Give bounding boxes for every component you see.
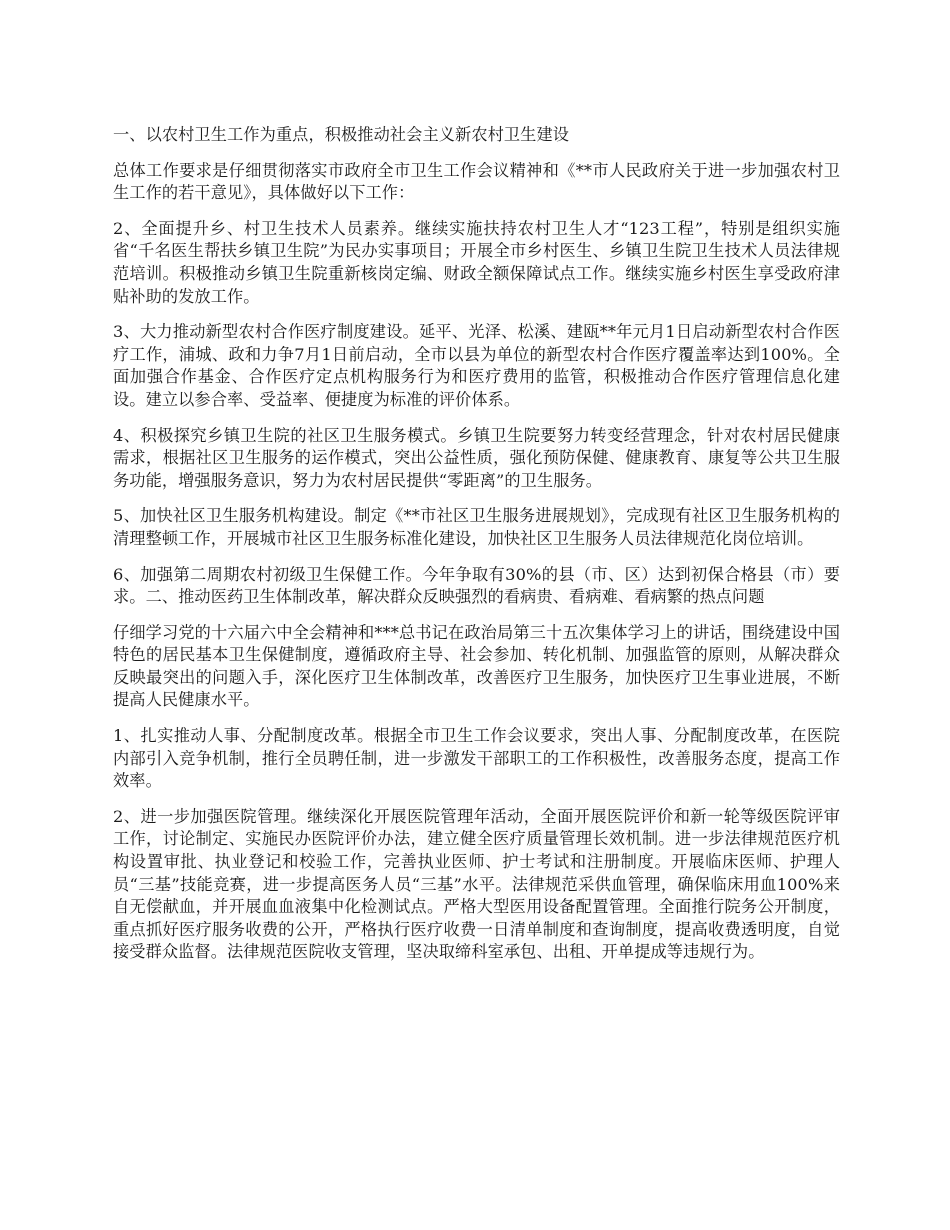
paragraph-item-1-personnel-reform: 1、扎实推动人事、分配制度改革。根据全市卫生工作会议要求，突出人事、分配制度改革，在医院内部引入竞争机制，推行全员聘任制，进一步激发干部职工的工作积极性，改善服务态度，提高工作效率。 (113, 726, 840, 791)
paragraph-overall-requirements: 总体工作要求是仔细贯彻落实市政府全市卫生工作会议精神和《**市人民政府关于进一步加强农村卫生工作的若干意见》，具体做好以下工作： (113, 160, 840, 203)
document-page (113, 124, 840, 977)
paragraph-item-2-hospital-management: 2、进一步加强医院管理。继续深化开展医院管理年活动，全面开展医院评价和新一轮等级医院评审工作，讨论制定、实施民办医院评价办法，建立健全医疗质量管理长效机制。进一步法律规范医疗机构设置审批、执业登记和校验工作，完善执业医师、护士考试和注册制度。开展临床医师、护理人员“三基”技能竞赛，进一步提高医务人员“三基”水平。法律规范采供血管理，确保临床用血100%来自无偿献血，并开展血血液集中化检测试点。严格大型医用设备配置管理。全面推行院务公开制度，重点抓好医疗服务收费的公开，严格执行医疗收费一日清单制度和查询制度，提高收费透明度，自觉接受群众监督。法律规范医院收支管理，坚决取缔科室承包、出租、开单提成等违规行为。 (113, 806, 840, 962)
paragraph-item-2-staff-quality: 2、全面提升乡、村卫生技术人员素养。继续实施扶持农村卫生人才“123工程”，特别是组织实施省“千名医生帮扶乡镇卫生院”为民办实事项目；开展全市乡村医生、乡镇卫生院卫生技术人员法律规范培训。积极推动乡镇卫生院重新核岗定编、财政全额保障试点工作。继续实施乡村医生享受政府津贴补助的发放工作。 (113, 218, 840, 306)
paragraph-reform-overview: 仔细学习党的十六届六中全会精神和***总书记在政治局第三十五次集体学习上的讲话，围绕建设中国特色的居民基本卫生保健制度，遵循政府主导、社会参加、转化机制、加强监管的原则，从解决群众反映最突出的问题入手，深化医疗卫生体制改革，改善医疗卫生服务，加快医疗卫生事业进展，不断提高人民健康水平。 (113, 622, 840, 710)
section-heading-rural-health: 一、以农村卫生工作为重点，积极推动社会主义新农村卫生建设 (113, 125, 570, 144)
paragraph-item-5-community-institutions: 5、加快社区卫生服务机构建设。制定《**市社区卫生服务进展规划》，完成现有社区卫生服务机构的清理整顿工作，开展城市社区卫生服务标准化建设，加快社区卫生服务人员法律规范化岗位培训。 (113, 506, 840, 548)
paragraph-item-4-community-service: 4、积极探究乡镇卫生院的社区卫生服务模式。乡镇卫生院要努力转变经营理念，针对农村居民健康需求，根据社区卫生服务的运作模式，突出公益性质，强化预防保健、健康教育、康复等公共卫生服务功能，增强服务意识，努力为农村居民提供“零距离”的卫生服务。 (113, 425, 840, 490)
paragraph-item-3-cooperative-medical: 3、大力推动新型农村合作医疗制度建设。延平、光泽、松溪、建瓯**年元月1日启动新型农村合作医疗工作，浦城、政和力争7月1日前启动，全市以县为单位的新型农村合作医疗覆盖率达到100%。全面加强合作基金、合作医疗定点机构服务行为和医疗费用的监管，积极推动合作医疗管理信息化建设。建立以参合率、受益率、便捷度为标准的评价体系。 (113, 322, 840, 409)
paragraph-item-6-primary-care: 6、加强第二周期农村初级卫生保健工作。今年争取有30%的县（市、区）达到初保合格县（市）要求。二、推动医药卫生体制改革，解决群众反映强烈的看病贵、看病难、看病繁的热点问题 (113, 564, 840, 607)
